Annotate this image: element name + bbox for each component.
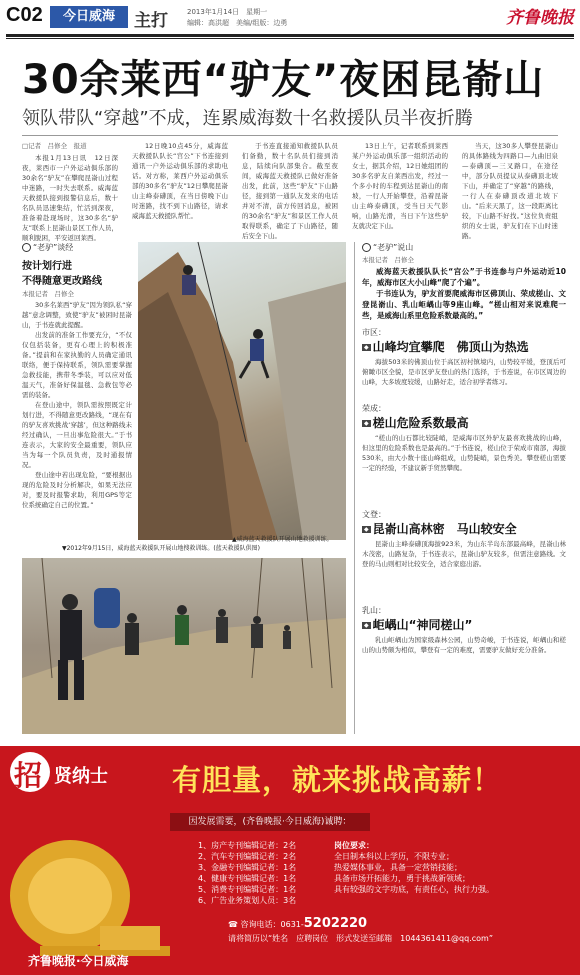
section-place: 文登： [362,510,386,519]
ad-job-item: 4、健康专刊编辑记者：1名 [198,874,297,883]
rock-climbing-illustration [138,242,346,540]
section-paragraph: 乳山岠嵎山为国家级森林公园，山势奇峻，于书连说，岠嵎山和槎山的山势颇为相似，攀登有一定的难度，需要驴友做好充分准备。 [362,636,566,654]
left-col-paragraph: 30多名莱西“驴友”因为领队私“穿越”意念调整，致使“驴友”被困时昆嵛山，于书连就此提醒。 [22,301,132,329]
ad-slogan: 有胆量，就来挑战高薪！ [172,763,503,797]
ad-job-item: 2、汽车专刊编辑记者：2名 [198,852,297,861]
lead-col-3 [242,141,338,240]
left-col-tag [22,242,132,253]
section-paragraph: “槎山的山石都比较陡峭，是威海市区外驴友最喜欢挑战的山峰，但这里的危险系数也是最高的。”于书连说，槎山位于荣成市南部，海拔530米，由大小数十座山峰组成，山势陡峭，景色秀美。攀登槎山需要一定的经验，不建议新手贸然攀爬。 [362,434,566,472]
ad-requirement-item: 全日制本科以上学历，不限专业； [334,852,454,861]
photo-group-hiking [22,558,346,734]
section-body [362,539,566,601]
header-editors: 编辑：高洪超 美编/组版：边勇 [187,19,288,27]
ad-logo: 齐鲁晚报·今日威海 [28,954,129,968]
right-col-intro-2: 于书连认为，驴友首要爬威海市区佛顶山、荣成槎山、文登昆嵛山、乳山岠嵎山等9座山峰。“槎山相对来说难爬一些，是威海山系里危险系数最高的。” [362,289,566,320]
ad-band: 因发展需要，(齐鲁晚报·今日威海)诚聘： [170,813,370,831]
ad-footer: 请将简历以“姓名 应聘岗位 形式发送至邮箱 1044361411@qq.com” [228,934,493,943]
section-body [362,635,566,675]
right-col-byline: 本报记者 吕修全 [362,256,414,264]
left-col-title2: 不得随意更改路线 [22,276,102,287]
newspaper-logo: 齐鲁晚报 [506,8,574,28]
right-col-intro [362,266,566,321]
section-marker-icon: ◆ [364,344,369,351]
ad-title-char: 招 [14,759,43,792]
lead-paragraph: 13日上午，记者联系到莱西某户外运动俱乐部一组织活动的女士，据其介绍，12日她组团的30多名驴友自莱西出发，经过一个多小时的车程到达昆嵛山的南坡，一行人开始攀登，沿着昆嵛山主峰泰礴顶，受当日天气影响，山路光滑，当日下午这些驴友就决定下山。 [352,142,448,230]
right-section-1 [362,327,566,399]
right-column [362,242,566,736]
lead-paragraph: 于书连直接通知救援队队员们备勤，数十名队员们接到消息，陆续向队部集合。截至夜间，威海蓝天救援队已做好准备出发，此前，这些“驴友”下山路径，接到第一通队友发来的电话并对不清，前方传回消息，被困的30余名“驴友”和景区工作人员取得联系，确定了下山路径，随后安全下山。 [242,142,338,240]
photo1-caption: ▲威海蓝天救援队开展山地救援训练。 [232,536,333,543]
lead-paragraph: 当天，这30多人攀登昆嵛山的具体路线为四路口—九曲旧泉—泰礴顶—三叉路口，在途径中，部分队员提议从泰礴顶北坡下山，并确定了“穿越”的路线，一行人在泰礴顶改道北坡下山。“后来天黑了，这一段距离比较，下山路不好找。”这位负责组织的女士说，驴友们在下山时迷路。 [462,142,558,240]
section-place: 市区： [362,328,386,337]
ad-requirement-item: 具备市场开拓能力，勇于挑战新领域； [334,874,470,883]
ad-job-item: 6、广告业务策划人员：3名 [198,896,297,905]
left-col-body [22,300,132,548]
lead-col-2 [132,141,228,237]
group-hiking-illustration [22,558,346,734]
ad-requirements [334,840,494,895]
photo-rock-climbing [138,242,346,540]
right-section-3 [362,509,566,601]
photo2-caption: ▼2012年9月15日，威海蓝天救援队开展山地搜救训练。(蓝天救援队供图) [62,545,261,552]
header-rule-thin [6,38,574,39]
ad-job-item: 3、金融专刊编辑记者：1名 [198,863,297,872]
recruitment-ad [0,746,580,975]
lead-col-4 [352,141,448,237]
header-meta [187,7,327,29]
section-tag: 今日威海 [50,6,128,28]
ad-job-list [198,840,296,906]
left-col-byline: 本报记者 吕修全 [22,290,74,298]
ad-phone-line [228,916,367,931]
section-title [362,414,566,431]
section-marker-icon: ◆ [364,420,369,427]
ad-phone-label: 咨询电话：0631- [240,920,304,929]
subheadline: 领队带队“穿越”不成，连累威海数十名救援队员半夜折腾 [22,108,473,129]
header-rule [6,34,574,37]
section-paragraph: 海拔503米的佛顶山位于高区初村镇境内，山势较平缓，登顶后可俯瞰市区全貌，是市区驴友登山的热门选择，于书连说，在市区周边的山峰，大多坡度较缓，山路好走，适合初学者练习。 [362,358,566,386]
gold-wheel-icon [0,816,180,966]
section-title [362,338,566,355]
quote-icon [362,243,371,252]
phone-icon: ☎ [228,920,238,929]
left-col-tag-text: “老驴”谈经 [33,243,74,252]
ad-job-item: 5、消费专刊编辑记者：1名 [198,885,297,894]
lead-col-1 [22,141,118,242]
lead-byline: □记者 吕修全 报道 [22,142,87,150]
header-date: 2013年1月14日 星期一 [187,8,268,16]
ad-phone-number: 5202220 [303,916,368,931]
section-marker-icon: ◆ [364,622,369,629]
section-title [362,616,566,633]
ad-title-rest: 贤纳士 [54,766,108,787]
headline: 30余莱西“驴友”夜困昆嵛山 [22,57,545,103]
page-code: C02 [6,4,43,26]
section-title [362,520,566,537]
section-title-text: 山峰均宜攀爬 佛顶山为热选 [372,340,529,354]
left-col-paragraph: 在登山途中，领队需按照既定计划行进，不得随意更改路线，“现在有的驴友喜欢挑战‘穿越’，但这种路线未经过确认，一旦出事危险很大。”于书连表示，大家的安全最重要，领队应当为每一个队员负责，及时通报情况。 [22,401,132,469]
right-col-tag-text: “老驴”说山 [373,243,414,252]
right-col-tag [362,242,566,253]
column-divider [354,242,355,734]
section-title-text: 岠嵎山“神同槎山” [372,618,473,632]
right-section-4 [362,605,566,675]
lead-paragraph: 本报1月13日讯 12日深夜，莱西市一户外运动俱乐部的30余名“驴友”在攀爬昆嵛山过程中迷路，一时失去联系。威海蓝天救援队接到报警信息后，数十名队员迅速集结，忙活到深夜，准备着赴现场时，这30多名“驴友”联系上昆嵛山景区工作人员，顺利脱困，平安返回莱西。 [22,154,118,242]
lead-paragraph: 12日晚10点45分，威海蓝天救援队队长“宫公”下书连接到通讯一户外运动俱乐部的求助电话。对方称，莱西户外运动俱乐部的30多名“驴友”12日攀爬昆嵛山主峰泰礴顶，在当日傍晚下山时迷路，找不到下山路径，请求威海蓝天救援队帮忙。 [132,142,228,220]
section-paragraph: 昆嵛山主峰泰礴顶海拔923米，为山东半岛东部最高峰，昆嵛山林木茂密，山路复杂，于书连表示，昆嵛山驴友较多，但需注意路线。文登的马山则相对比较安全，适合家庭出游。 [362,540,566,568]
left-col-paragraph: 登山途中若出现危险，“要根据出现的危险及时分析解决，如果无法应对，要及时报警求助，利用GPS等定位系统确定自己的位置。” [22,471,132,509]
quote-icon [22,243,31,252]
left-col-title1: 按计划行进 [22,261,72,272]
ad-job-item: 1、房产专刊编辑记者：2名 [198,841,297,850]
section-body [362,357,566,399]
left-col-paragraph: 出发前的准备工作要充分，“不仅仅包括装备，更有心理上的积极准备。”提前和在家执勤的人员确定通讯联络，便于保持联系，领队需要掌握急救技能，携带冬季装，可以应对低温天气，准备好保温毯、急救包等必需的装备。 [22,331,132,399]
lead-article [22,141,558,242]
headline-divider [22,135,558,136]
ad-requirement-item: 热爱媒体事业，具备一定营销技能； [334,863,462,872]
ad-requirement-item: 具有较强的文字功底，有责任心，执行力强。 [334,885,494,894]
right-section-2 [362,403,566,505]
right-col-intro-1: 威海蓝天救援队队长“宫公”于书连参与户外运动近10年，威海市区大小山峰“爬了个遍”。 [362,267,566,287]
section-body [362,433,566,505]
section-marker-icon: ◆ [364,526,369,533]
section-title-text: 槎山危险系数最高 [372,416,469,430]
left-column [22,242,132,542]
section-title-text: 昆嵛山高林密 马山较安全 [372,522,517,536]
lead-col-5 [462,141,558,240]
column-label: 主打 [134,11,168,31]
section-place: 乳山： [362,606,386,615]
ad-requirements-title: 岗位要求： [334,841,374,850]
section-place: 荣成： [362,404,386,413]
